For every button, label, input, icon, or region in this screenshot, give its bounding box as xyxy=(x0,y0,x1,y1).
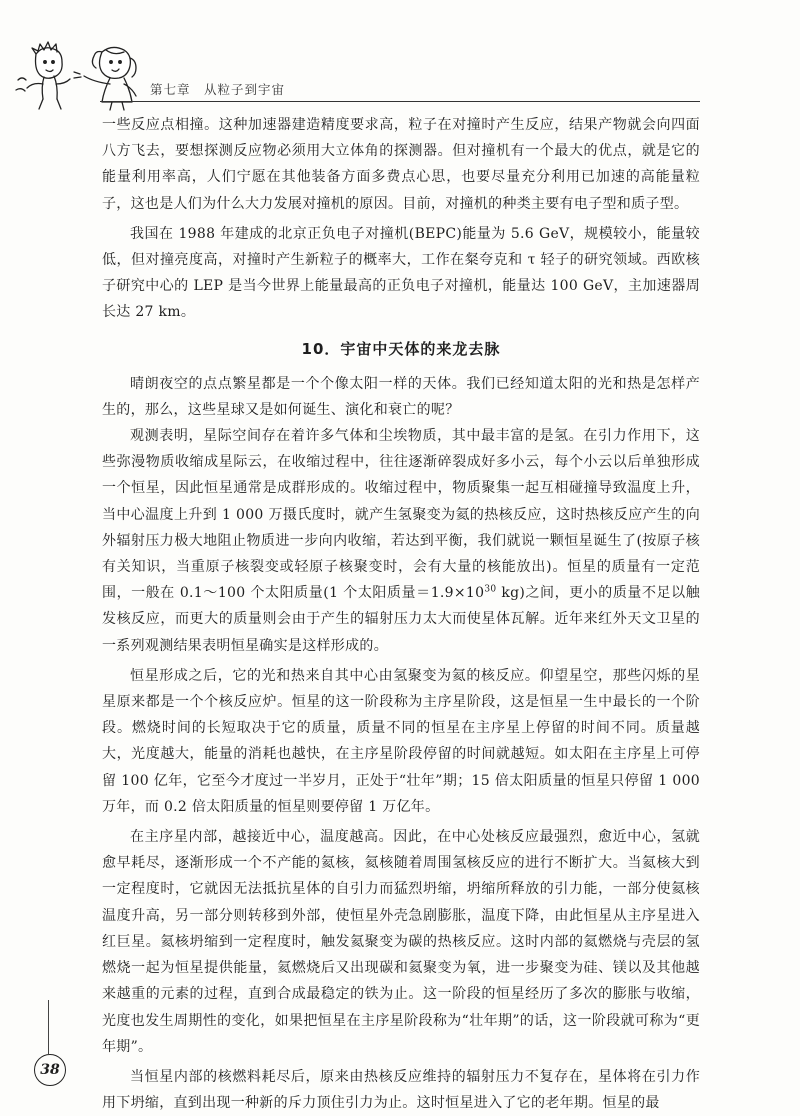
chapter-title: 第七章 从粒子到宇宙 xyxy=(150,82,286,97)
body-text xyxy=(102,112,700,1116)
paragraph: 我国在 1988 年建成的北京正负电子对撞机(BEPC)能量为 5.6 GeV，规模较小，能量较低，但对撞亮度高，对撞时产生新粒子的概率大，工作在粲夸克和 τ 轻子的研究领域。西欧核子研究中心的 LEP 是当今世界上能量最高的正负电子对撞机，能量达 100 GeV，主加速器周长达 27 km。 xyxy=(102,225,700,321)
exponent: 30 xyxy=(484,584,497,595)
paragraph: 在主序星内部，越接近中心，温度越高。因此，在中心处核反应最强烈，愈近中心，氢就愈早耗尽，逐渐形成一个不产能的氦核，氦核随着周围氢核反应的进行不断扩大。当氦核大到一定程度时，它就因无法抵抗星体的自引力而猛烈坍缩，坍缩所释放的引力能，一部分使氦核温度升高，另一部分则转移到外部，使恒星外壳急剧膨胀，温度下降，由此恒星从主序星进入红巨星。氦核坍缩到一定程度时，触发氦聚变为碳的热核反应。这时内部的氦燃烧与壳层的氢燃烧一起为恒星提供能量，氦燃烧后又出现碳和氦聚变为氧，进一步聚变为硅、镁以及其他越来越重的元素的过程，直到合成最稳定的铁为止。这一阶段的恒星经历了多次的膨胀与收缩，光度也发生周期性的变化，如果把恒星在主序星阶段称为“壮年期”的话，这一阶段就可称为“更年期”。 xyxy=(102,829,700,1055)
page-number: 38 xyxy=(34,1054,66,1086)
paragraph xyxy=(102,423,700,659)
paragraph: 恒星形成之后，它的光和热来自其中心由氢聚变为氦的核反应。仰望星空，那些闪烁的星星原来都是一个个核反应炉。恒星的这一阶段称为主序星阶段，这是恒星一生中最长的一个阶段。燃烧时间的长短取决于它的质量，质量不同的恒星在主序星上停留的时间不同。质量越大，光度越大，能量的消耗也越快，在主序星阶段停留的时间就越短。如太阳在主序星上可停留 100 亿年，它至今才度过一半岁月，正处于“壮年”期；15 倍太阳质量的恒星只停留 1 000万年，而 0.2 倍太阳质量的恒星则要停留 1 万亿年。 xyxy=(102,667,700,815)
paragraph: 晴朗夜空的点点繁星都是一个个像太阳一样的天体。我们已经知道太阳的光和热是怎样产生的，那么，这些星球又是如何诞生、演化和衰亡的呢？ xyxy=(102,375,700,418)
paragraph-text: kg)之间，更小的质量不足以触发核反应，而更大的质量则会由于产生的辐射压力太大而使星体瓦解。近年来红外天文卫星的一系列观测结果表明恒星确实是这样形成的。 xyxy=(102,585,700,654)
paragraph: 一些反应点相撞。这种加速器建造精度要求高，粒子在对撞时产生反应，结果产物就会向四面八方飞去，要想探测反应物必须用大立体角的探测器。但对撞机有一个最大的优点，就是它的能量利用率高，人们宁愿在其他装备方面多费点心思，也要尽量充分利用已加速的高能量粒子，这也是人们为什么大力发展对撞机的原因。目前，对撞机的种类主要有电子型和质子型。 xyxy=(102,117,700,212)
section-title: 10．宇宙中天体的来龙去脉 xyxy=(301,339,501,358)
margin-rule xyxy=(48,1000,49,1054)
paragraph: 当恒星内部的核燃料耗尽后，原来由热核反应维持的辐射压力不复存在，星体将在引力作用下坍缩，直到出现一种新的斥力顶住引力为止。这时恒星进入了它的老年期。恒星的最 xyxy=(102,1068,700,1112)
paragraph-text: 观测表明，星际空间存在着许多气体和尘埃物质，其中最丰富的是氢。在引力作用下，这些弥漫物质收缩成星际云，在收缩过程中，往往逐渐碎裂成好多小云，每个小云以后单独形成一个恒星，因此恒星通常是成群形成的。收缩过程中，物质聚集一起互相碰撞导致温度上升，当中心温度上升到 1 000 万摄氏度时，就产生氢聚变为氦的热核反应，这时热核反应产生的向外辐射压力极大地阻止物质进一步向内收缩，若达到平衡，我们就说一颗恒星诞生了(按原子核有关知识，当重原子核裂变或轻原子核聚变时，会有大量的核能放出)。恒星的质量有一定范围，一般在 0.1～100 个太阳质量(1 个太阳质量＝1.9×10 xyxy=(102,428,700,602)
page-header xyxy=(0,40,800,110)
header-rule xyxy=(100,101,700,102)
